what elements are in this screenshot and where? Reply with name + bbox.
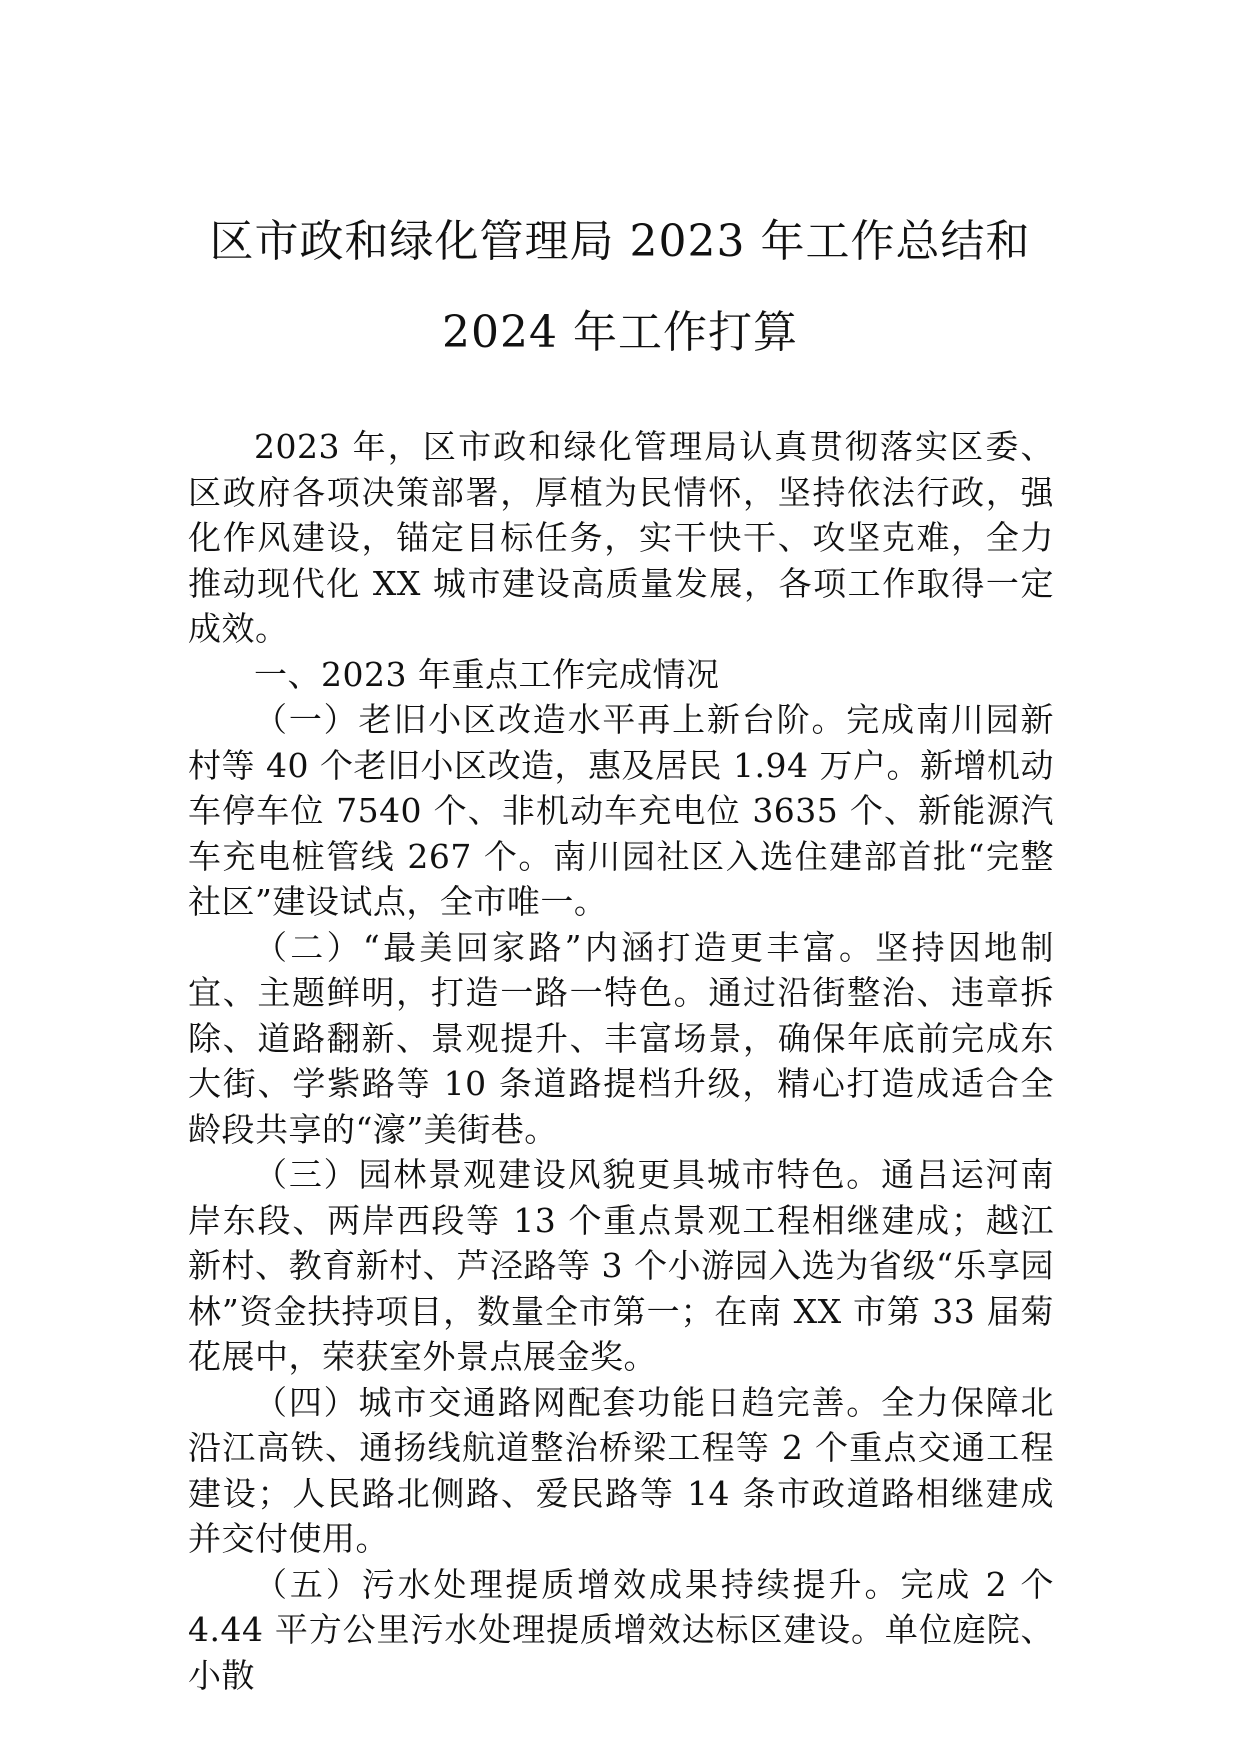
paragraph-item-2: （二）“最美回家路”内涵打造更丰富。坚持因地制宜、主题鲜明，打造一路一特色。通过沿街整治、违章拆除、道路翻新、景观提升、丰富场景，确保年底前完成东大街、学紫路等 10 条道路提档升级，精心打造成适合全龄段共享的“濠”美街巷。 [188,927,1054,1149]
paragraph-item-3: （三）园林景观建设风貌更具城市特色。通吕运河南岸东段、两岸西段等 13 个重点景观工程相继建成；越江新村、教育新村、芦泾路等 3 个小游园入选为省级“乐享园林”资金扶持项目，数量全市第一；在南 XX 市第 33 届菊花展中，荣获室外景点展金奖。 [188,1155,1054,1376]
document-body [188,424,1054,1698]
section-heading: 一、2023 年重点工作完成情况 [254,654,720,694]
intro-paragraph: 2023 年，区市政和绿化管理局认真贯彻落实区委、区政府各项决策部署，厚植为民情怀，坚持依法行政，强化作风建设，锚定目标任务，实干快干、攻坚克难，全力推动现代化 XX 城市建设高质量发展，各项工作取得一定成效。 [188,427,1054,648]
paragraph-item-4: （四）城市交通路网配套功能日趋完善。全力保障北沿江高铁、通扬线航道整治桥梁工程等 2 个重点交通工程建设；人民路北侧路、爱民路等 14 条市政道路相继建成并交付使用。 [188,1382,1054,1558]
document-title-line-2: 2024 年工作打算 [442,307,798,358]
document-title-line-1: 区市政和绿化管理局 2023 年工作总结和 [209,216,1031,267]
paragraph-item-1: （一）老旧小区改造水平再上新台阶。完成南川园新村等 40 个老旧小区改造，惠及居民 1.94 万户。新增机动车停车位 7540 个、非机动车充电位 3635 个、新能源汽车充电桩管线 267 个。南川园社区入选住建部首批“完整社区”建设试点，全市唯一。 [188,700,1054,921]
paragraph-item-5: （五）污水处理提质增效成果持续提升。完成 2 个 4.44 平方公里污水处理提质增效达标区建设。单位庭院、小散 [188,1564,1054,1695]
